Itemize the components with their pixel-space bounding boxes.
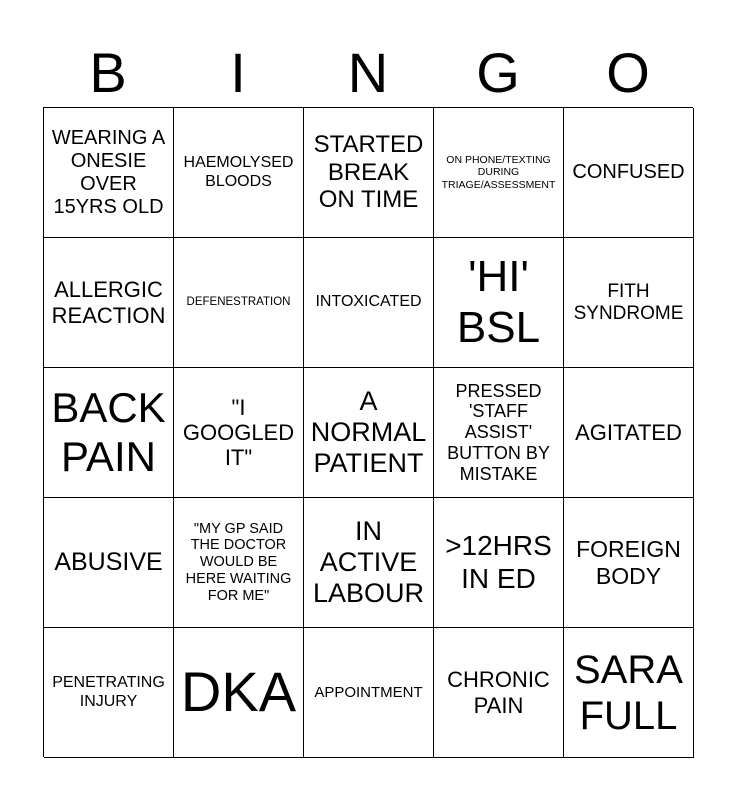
bingo-cell-label: BACK PAIN: [51, 384, 166, 480]
bingo-cell[interactable]: [434, 238, 564, 368]
bingo-cell[interactable]: [44, 368, 174, 498]
bingo-cell[interactable]: [174, 238, 304, 368]
bingo-cell-label: INTOXICATED: [315, 293, 422, 311]
bingo-cell-label: >12HRS IN ED: [445, 530, 552, 594]
bingo-cell[interactable]: [564, 498, 694, 628]
bingo-cell-label: CHRONIC PAIN: [447, 667, 550, 718]
bingo-cell-label: CONFUSED: [572, 161, 685, 183]
bingo-cell-label: WEARING A ONESIE OVER 15YRS OLD: [51, 126, 166, 218]
header-letter-n: N: [347, 41, 389, 104]
bingo-cell[interactable]: [434, 498, 564, 628]
bingo-cell-label: A NORMAL PATIENT: [310, 385, 427, 479]
bingo-cell-label: HAEMOLYSED BLOODS: [183, 154, 294, 190]
bingo-cell-label: 'HI' BSL: [456, 251, 541, 352]
bingo-cell[interactable]: [174, 628, 304, 758]
bingo-cell-label: PRESSED 'STAFF ASSIST' BUTTON BY MISTAKE: [447, 380, 550, 484]
bingo-cell-label: DEFENESTRATION: [186, 295, 291, 308]
bingo-cell[interactable]: [174, 368, 304, 498]
bingo-cell-label: DKA: [180, 660, 297, 724]
bingo-cell[interactable]: [44, 108, 174, 238]
bingo-cell[interactable]: [434, 628, 564, 758]
bingo-cell[interactable]: [434, 368, 564, 498]
bingo-cell-label: "MY GP SAID THE DOCTOR WOULD BE HERE WAITING FOR ME": [185, 520, 292, 604]
bingo-cell[interactable]: [304, 238, 434, 368]
header-letter-i: I: [230, 41, 246, 104]
bingo-cell[interactable]: [304, 628, 434, 758]
bingo-cell-label: ALLERGIC REACTION: [51, 277, 166, 328]
bingo-cell[interactable]: [174, 498, 304, 628]
bingo-cell[interactable]: [564, 238, 694, 368]
bingo-board: [43, 107, 693, 757]
bingo-cell[interactable]: [564, 628, 694, 758]
bingo-cell-label: ON PHONE/TEXTING DURING TRIAGE/ASSESSMENT: [441, 154, 556, 191]
bingo-cell[interactable]: [44, 628, 174, 758]
bingo-cell[interactable]: [564, 368, 694, 498]
bingo-cell[interactable]: [304, 108, 434, 238]
bingo-cell-label: PENETRATING INJURY: [52, 674, 165, 710]
bingo-cell[interactable]: [44, 498, 174, 628]
bingo-cell-label: FOREIGN BODY: [576, 536, 681, 589]
bingo-cell-label: ABUSIVE: [54, 548, 163, 577]
bingo-cell[interactable]: [304, 498, 434, 628]
bingo-cell-label: IN ACTIVE LABOUR: [312, 515, 425, 609]
bingo-cell[interactable]: [434, 108, 564, 238]
bingo-cell-label: FITH SYNDROME: [573, 280, 684, 324]
bingo-cell[interactable]: [304, 368, 434, 498]
bingo-cell[interactable]: [44, 238, 174, 368]
bingo-cell-label: SARA FULL: [574, 647, 683, 738]
bingo-cell-label: STARTED BREAK ON TIME: [313, 131, 424, 214]
bingo-cell-label: "I GOOGLED IT": [182, 394, 295, 471]
header-letter-g: G: [476, 41, 520, 104]
bingo-cell-label: APPOINTMENT: [314, 683, 423, 701]
bingo-cell-label: AGITATED: [575, 419, 682, 445]
header-letter-o: O: [606, 41, 650, 104]
bingo-cell[interactable]: [174, 108, 304, 238]
header-letter-b: B: [89, 41, 127, 104]
bingo-header: [43, 40, 693, 106]
bingo-cell[interactable]: [564, 108, 694, 238]
